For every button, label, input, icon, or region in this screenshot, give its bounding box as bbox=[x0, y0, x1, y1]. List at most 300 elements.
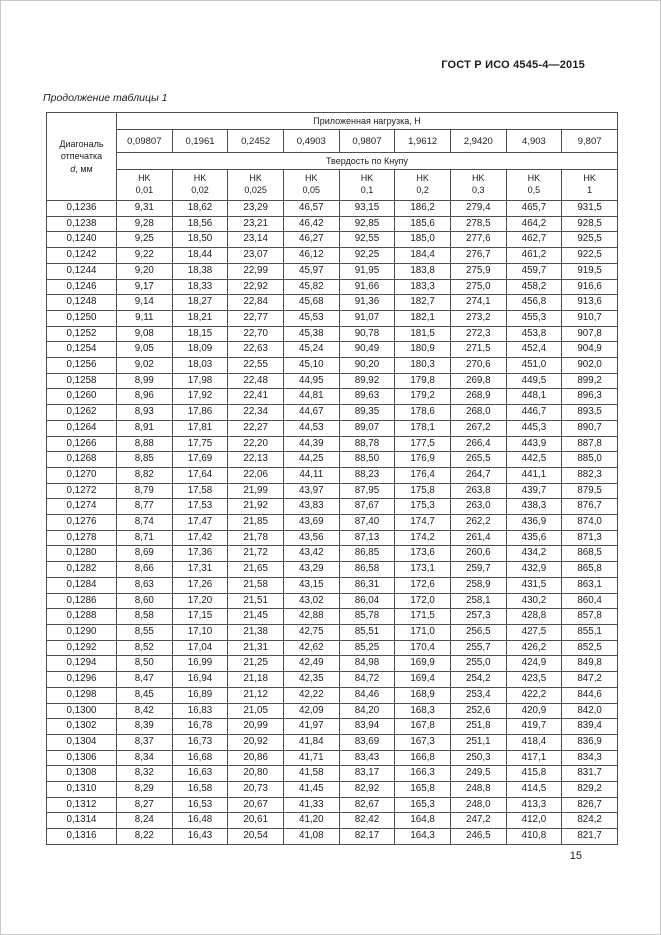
hardness-value: 456,8 bbox=[506, 295, 562, 311]
hardness-value: 16,48 bbox=[172, 813, 228, 829]
hardness-value: 8,74 bbox=[117, 515, 173, 531]
hardness-value: 175,8 bbox=[395, 483, 451, 499]
diagonal-header-line3 bbox=[47, 163, 116, 176]
hardness-value: 21,25 bbox=[228, 656, 284, 672]
hardness-value: 448,1 bbox=[506, 389, 562, 405]
hardness-value: 90,49 bbox=[339, 342, 395, 358]
hardness-value: 831,7 bbox=[562, 766, 618, 782]
hardness-value: 83,69 bbox=[339, 734, 395, 750]
hardness-value: 461,2 bbox=[506, 248, 562, 264]
hardness-value: 896,3 bbox=[562, 389, 618, 405]
diagonal-value: 0,1256 bbox=[47, 358, 117, 374]
hardness-value: 275,9 bbox=[450, 263, 506, 279]
hardness-value: 464,2 bbox=[506, 216, 562, 232]
hardness-value: 180,3 bbox=[395, 358, 451, 374]
hardness-value: 255,7 bbox=[450, 640, 506, 656]
hardness-value: 18,56 bbox=[172, 216, 228, 232]
hardness-value: 41,97 bbox=[283, 719, 339, 735]
hardness-value: 89,07 bbox=[339, 420, 395, 436]
hk-scale-header bbox=[228, 170, 284, 201]
diagonal-value: 0,1298 bbox=[47, 687, 117, 703]
hardness-value: 18,62 bbox=[172, 201, 228, 217]
hardness-value: 89,63 bbox=[339, 389, 395, 405]
hardness-value: 432,9 bbox=[506, 562, 562, 578]
hardness-value: 169,9 bbox=[395, 656, 451, 672]
diagonal-value: 0,1250 bbox=[47, 310, 117, 326]
hk-scale-symbol: HK bbox=[249, 173, 262, 184]
hardness-value: 179,8 bbox=[395, 373, 451, 389]
hardness-header-row bbox=[47, 153, 618, 170]
hardness-value: 420,9 bbox=[506, 703, 562, 719]
hardness-value: 902,0 bbox=[562, 358, 618, 374]
hardness-value: 8,88 bbox=[117, 436, 173, 452]
hardness-value: 22,20 bbox=[228, 436, 284, 452]
hardness-value: 45,82 bbox=[283, 279, 339, 295]
hardness-value: 41,20 bbox=[283, 813, 339, 829]
hardness-value: 22,41 bbox=[228, 389, 284, 405]
table-row bbox=[47, 687, 618, 703]
hardness-value: 18,44 bbox=[172, 248, 228, 264]
hardness-value: 21,38 bbox=[228, 624, 284, 640]
hardness-value: 268,0 bbox=[450, 405, 506, 421]
diagonal-value: 0,1306 bbox=[47, 750, 117, 766]
hardness-value: 87,40 bbox=[339, 515, 395, 531]
hardness-value: 93,15 bbox=[339, 201, 395, 217]
diagonal-value: 0,1282 bbox=[47, 562, 117, 578]
table-row bbox=[47, 530, 618, 546]
hardness-value: 185,6 bbox=[395, 216, 451, 232]
hk-scale-symbol: HK bbox=[416, 173, 429, 184]
hk-labels-row bbox=[47, 170, 618, 201]
table-header bbox=[47, 113, 618, 201]
hardness-value: 46,12 bbox=[283, 248, 339, 264]
hardness-value: 22,55 bbox=[228, 358, 284, 374]
table-row bbox=[47, 405, 618, 421]
hardness-value: 863,1 bbox=[562, 577, 618, 593]
hardness-value: 181,5 bbox=[395, 326, 451, 342]
hardness-value: 18,50 bbox=[172, 232, 228, 248]
hardness-value: 8,55 bbox=[117, 624, 173, 640]
hardness-value: 17,20 bbox=[172, 593, 228, 609]
hardness-value: 418,4 bbox=[506, 734, 562, 750]
hardness-value: 23,21 bbox=[228, 216, 284, 232]
hardness-value: 87,13 bbox=[339, 530, 395, 546]
doc-title: ГОСТ Р ИСО 4545-4—2015 bbox=[441, 59, 585, 71]
diagonal-header-line2: отпечатка bbox=[60, 151, 103, 162]
hardness-value: 8,39 bbox=[117, 719, 173, 735]
hardness-value: 246,5 bbox=[450, 829, 506, 845]
hardness-value: 84,72 bbox=[339, 672, 395, 688]
hk-scale-symbol: HK bbox=[305, 173, 318, 184]
hardness-value: 17,31 bbox=[172, 562, 228, 578]
hardness-value: 426,2 bbox=[506, 640, 562, 656]
hk-scale-header bbox=[117, 170, 173, 201]
hardness-value: 16,94 bbox=[172, 672, 228, 688]
hardness-value: 84,98 bbox=[339, 656, 395, 672]
table-row bbox=[47, 263, 618, 279]
hardness-value: 17,04 bbox=[172, 640, 228, 656]
hardness-value: 419,7 bbox=[506, 719, 562, 735]
hardness-value: 21,78 bbox=[228, 530, 284, 546]
hardness-value: 438,3 bbox=[506, 499, 562, 515]
hardness-value: 21,65 bbox=[228, 562, 284, 578]
hardness-value: 89,35 bbox=[339, 405, 395, 421]
hardness-value: 931,5 bbox=[562, 201, 618, 217]
hardness-value: 86,31 bbox=[339, 577, 395, 593]
hardness-value: 263,8 bbox=[450, 483, 506, 499]
hardness-value: 46,27 bbox=[283, 232, 339, 248]
table-row bbox=[47, 216, 618, 232]
hardness-value: 172,6 bbox=[395, 577, 451, 593]
hardness-value: 20,61 bbox=[228, 813, 284, 829]
table-row bbox=[47, 782, 618, 798]
table-row bbox=[47, 672, 618, 688]
hardness-value: 178,6 bbox=[395, 405, 451, 421]
hardness-value: 41,71 bbox=[283, 750, 339, 766]
hardness-value: 919,5 bbox=[562, 263, 618, 279]
hardness-value: 462,7 bbox=[506, 232, 562, 248]
hk-scale-symbol: HK bbox=[193, 173, 207, 184]
hk-scale-symbol: HK bbox=[360, 173, 374, 184]
hardness-value: 44,81 bbox=[283, 389, 339, 405]
hardness-value: 17,92 bbox=[172, 389, 228, 405]
hardness-value: 16,63 bbox=[172, 766, 228, 782]
hardness-value: 415,8 bbox=[506, 766, 562, 782]
hk-scale-load: 0,2 bbox=[416, 185, 429, 195]
hardness-value: 916,6 bbox=[562, 279, 618, 295]
load-value: 0,2452 bbox=[228, 130, 284, 153]
hk-scale-load: 0,01 bbox=[135, 185, 154, 195]
hardness-value: 22,84 bbox=[228, 295, 284, 311]
hardness-value: 44,95 bbox=[283, 373, 339, 389]
load-values-row bbox=[47, 130, 618, 153]
load-value: 9,807 bbox=[562, 130, 618, 153]
diagonal-value: 0,1300 bbox=[47, 703, 117, 719]
hardness-value: 86,85 bbox=[339, 546, 395, 562]
hardness-value: 9,31 bbox=[117, 201, 173, 217]
hardness-value: 42,09 bbox=[283, 703, 339, 719]
hardness-value: 20,54 bbox=[228, 829, 284, 845]
hardness-value: 179,2 bbox=[395, 389, 451, 405]
hardness-value: 83,17 bbox=[339, 766, 395, 782]
hardness-value: 18,33 bbox=[172, 279, 228, 295]
hardness-value: 8,82 bbox=[117, 467, 173, 483]
table-row bbox=[47, 546, 618, 562]
hardness-value: 42,62 bbox=[283, 640, 339, 656]
hardness-value: 8,24 bbox=[117, 813, 173, 829]
hardness-value: 44,67 bbox=[283, 405, 339, 421]
diagonal-value: 0,1304 bbox=[47, 734, 117, 750]
hardness-value: 21,45 bbox=[228, 609, 284, 625]
hardness-value: 8,27 bbox=[117, 797, 173, 813]
hardness-value: 434,2 bbox=[506, 546, 562, 562]
hardness-value: 82,42 bbox=[339, 813, 395, 829]
hardness-value: 279,4 bbox=[450, 201, 506, 217]
table-row bbox=[47, 358, 618, 374]
hardness-value: 253,4 bbox=[450, 687, 506, 703]
hardness-value: 21,31 bbox=[228, 640, 284, 656]
hardness-value: 248,0 bbox=[450, 797, 506, 813]
hardness-value: 435,6 bbox=[506, 530, 562, 546]
hardness-value: 45,24 bbox=[283, 342, 339, 358]
hardness-value: 41,33 bbox=[283, 797, 339, 813]
hardness-value: 166,8 bbox=[395, 750, 451, 766]
hardness-value: 41,84 bbox=[283, 734, 339, 750]
hardness-value: 9,28 bbox=[117, 216, 173, 232]
hardness-value: 20,99 bbox=[228, 719, 284, 735]
hardness-value: 86,04 bbox=[339, 593, 395, 609]
diagonal-value: 0,1236 bbox=[47, 201, 117, 217]
hardness-value: 8,22 bbox=[117, 829, 173, 845]
hardness-value: 23,14 bbox=[228, 232, 284, 248]
hardness-value: 855,1 bbox=[562, 624, 618, 640]
hardness-value: 260,6 bbox=[450, 546, 506, 562]
diagonal-value: 0,1244 bbox=[47, 263, 117, 279]
hardness-value: 91,95 bbox=[339, 263, 395, 279]
hardness-value: 865,8 bbox=[562, 562, 618, 578]
table-row bbox=[47, 342, 618, 358]
hardness-value: 871,3 bbox=[562, 530, 618, 546]
hardness-value: 252,6 bbox=[450, 703, 506, 719]
hardness-value: 249,5 bbox=[450, 766, 506, 782]
hardness-value: 22,34 bbox=[228, 405, 284, 421]
hardness-value: 16,78 bbox=[172, 719, 228, 735]
hardness-value: 8,37 bbox=[117, 734, 173, 750]
hardness-value: 874,0 bbox=[562, 515, 618, 531]
hardness-value: 17,47 bbox=[172, 515, 228, 531]
hardness-value: 17,36 bbox=[172, 546, 228, 562]
diagonal-value: 0,1274 bbox=[47, 499, 117, 515]
diagonal-value: 0,1312 bbox=[47, 797, 117, 813]
hk-scale-load: 0,02 bbox=[191, 185, 209, 195]
hardness-value: 9,25 bbox=[117, 232, 173, 248]
hardness-value: 868,5 bbox=[562, 546, 618, 562]
hardness-value: 893,5 bbox=[562, 405, 618, 421]
diagonal-value: 0,1284 bbox=[47, 577, 117, 593]
hardness-value: 178,1 bbox=[395, 420, 451, 436]
diagonal-value: 0,1242 bbox=[47, 248, 117, 264]
hardness-value: 43,42 bbox=[283, 546, 339, 562]
table-row bbox=[47, 420, 618, 436]
table-row bbox=[47, 515, 618, 531]
hardness-value: 821,7 bbox=[562, 829, 618, 845]
hardness-value: 882,3 bbox=[562, 467, 618, 483]
hardness-value: 84,20 bbox=[339, 703, 395, 719]
hardness-value: 88,50 bbox=[339, 452, 395, 468]
hardness-value: 272,3 bbox=[450, 326, 506, 342]
table-row bbox=[47, 719, 618, 735]
hardness-value: 922,5 bbox=[562, 248, 618, 264]
hardness-value: 185,0 bbox=[395, 232, 451, 248]
hardness-value: 430,2 bbox=[506, 593, 562, 609]
hardness-value: 414,5 bbox=[506, 782, 562, 798]
hardness-value: 8,63 bbox=[117, 577, 173, 593]
hardness-value: 43,29 bbox=[283, 562, 339, 578]
hardness-value: 21,18 bbox=[228, 672, 284, 688]
hardness-value: 275,0 bbox=[450, 279, 506, 295]
hardness-value: 465,7 bbox=[506, 201, 562, 217]
hardness-value: 16,89 bbox=[172, 687, 228, 703]
hardness-value: 82,67 bbox=[339, 797, 395, 813]
hardness-value: 860,4 bbox=[562, 593, 618, 609]
table-row bbox=[47, 326, 618, 342]
hardness-value: 83,43 bbox=[339, 750, 395, 766]
hardness-value: 453,8 bbox=[506, 326, 562, 342]
hardness-value: 45,53 bbox=[283, 310, 339, 326]
hardness-value: 23,07 bbox=[228, 248, 284, 264]
table-body bbox=[47, 201, 618, 845]
hardness-value: 42,49 bbox=[283, 656, 339, 672]
hardness-value: 829,2 bbox=[562, 782, 618, 798]
hardness-value: 42,75 bbox=[283, 624, 339, 640]
hardness-value: 172,0 bbox=[395, 593, 451, 609]
hardness-value: 16,99 bbox=[172, 656, 228, 672]
table-row bbox=[47, 703, 618, 719]
hardness-value: 8,96 bbox=[117, 389, 173, 405]
hardness-value: 258,9 bbox=[450, 577, 506, 593]
hardness-value: 168,3 bbox=[395, 703, 451, 719]
hardness-value: 171,5 bbox=[395, 609, 451, 625]
hardness-value: 174,7 bbox=[395, 515, 451, 531]
hardness-value: 410,8 bbox=[506, 829, 562, 845]
hardness-value: 834,3 bbox=[562, 750, 618, 766]
hardness-value: 21,51 bbox=[228, 593, 284, 609]
hardness-value: 9,02 bbox=[117, 358, 173, 374]
diagonal-value: 0,1290 bbox=[47, 624, 117, 640]
hardness-value: 44,11 bbox=[283, 467, 339, 483]
table-row bbox=[47, 577, 618, 593]
hardness-value: 256,5 bbox=[450, 624, 506, 640]
diagonal-value: 0,1268 bbox=[47, 452, 117, 468]
hardness-value: 182,1 bbox=[395, 310, 451, 326]
hardness-value: 8,60 bbox=[117, 593, 173, 609]
diagonal-value: 0,1252 bbox=[47, 326, 117, 342]
hardness-value: 250,3 bbox=[450, 750, 506, 766]
hardness-value: 455,3 bbox=[506, 310, 562, 326]
hardness-value: 41,58 bbox=[283, 766, 339, 782]
table-row bbox=[47, 436, 618, 452]
diagonal-value: 0,1296 bbox=[47, 672, 117, 688]
table-row bbox=[47, 766, 618, 782]
hardness-value: 17,69 bbox=[172, 452, 228, 468]
hardness-value: 91,07 bbox=[339, 310, 395, 326]
hardness-value: 17,86 bbox=[172, 405, 228, 421]
hardness-value: 43,97 bbox=[283, 483, 339, 499]
table-row bbox=[47, 310, 618, 326]
hardness-value: 45,10 bbox=[283, 358, 339, 374]
diagonal-header-line1: Диагональ bbox=[59, 138, 104, 149]
hardness-value: 8,69 bbox=[117, 546, 173, 562]
hardness-value: 423,5 bbox=[506, 672, 562, 688]
hardness-value: 180,9 bbox=[395, 342, 451, 358]
hardness-value: 42,35 bbox=[283, 672, 339, 688]
diagonal-value: 0,1280 bbox=[47, 546, 117, 562]
table-row bbox=[47, 829, 618, 845]
diagonal-value: 0,1238 bbox=[47, 216, 117, 232]
hardness-value: 183,3 bbox=[395, 279, 451, 295]
hardness-value: 20,92 bbox=[228, 734, 284, 750]
diagonal-value: 0,1294 bbox=[47, 656, 117, 672]
hardness-value: 20,80 bbox=[228, 766, 284, 782]
hardness-value: 8,29 bbox=[117, 782, 173, 798]
hardness-value: 22,77 bbox=[228, 310, 284, 326]
hardness-value: 439,7 bbox=[506, 483, 562, 499]
hardness-value: 45,38 bbox=[283, 326, 339, 342]
table-row bbox=[47, 295, 618, 311]
hardness-value: 9,22 bbox=[117, 248, 173, 264]
hardness-value: 276,7 bbox=[450, 248, 506, 264]
hardness-value: 168,9 bbox=[395, 687, 451, 703]
hardness-value: 22,92 bbox=[228, 279, 284, 295]
hardness-value: 9,11 bbox=[117, 310, 173, 326]
hardness-value: 43,15 bbox=[283, 577, 339, 593]
hardness-value: 452,4 bbox=[506, 342, 562, 358]
hardness-value: 8,85 bbox=[117, 452, 173, 468]
hardness-value: 20,73 bbox=[228, 782, 284, 798]
diagonal-value: 0,1276 bbox=[47, 515, 117, 531]
hk-scale-load: 0,3 bbox=[472, 185, 485, 195]
hardness-value: 259,7 bbox=[450, 562, 506, 578]
table-row bbox=[47, 499, 618, 515]
hardness-value: 885,0 bbox=[562, 452, 618, 468]
hardness-value: 20,86 bbox=[228, 750, 284, 766]
load-value: 0,4903 bbox=[283, 130, 339, 153]
hardness-value: 413,3 bbox=[506, 797, 562, 813]
table-row bbox=[47, 248, 618, 264]
hk-scale-load: 0,025 bbox=[244, 185, 267, 195]
hardness-value: 907,8 bbox=[562, 326, 618, 342]
hardness-value: 87,95 bbox=[339, 483, 395, 499]
hk-scale-load: 0,05 bbox=[302, 185, 321, 195]
hardness-value: 264,7 bbox=[450, 467, 506, 483]
hardness-value: 251,1 bbox=[450, 734, 506, 750]
hardness-value: 8,58 bbox=[117, 609, 173, 625]
hardness-value: 18,09 bbox=[172, 342, 228, 358]
table-row bbox=[47, 624, 618, 640]
hk-scale-header bbox=[283, 170, 339, 201]
table-row bbox=[47, 232, 618, 248]
hardness-value: 852,5 bbox=[562, 640, 618, 656]
hk-scale-header bbox=[562, 170, 618, 201]
hardness-value: 21,58 bbox=[228, 577, 284, 593]
hardness-value: 165,3 bbox=[395, 797, 451, 813]
diagonal-value: 0,1278 bbox=[47, 530, 117, 546]
hk-scale-header bbox=[506, 170, 562, 201]
hardness-value: 849,8 bbox=[562, 656, 618, 672]
hardness-value: 8,93 bbox=[117, 405, 173, 421]
hardness-value: 248,8 bbox=[450, 782, 506, 798]
hardness-value: 436,9 bbox=[506, 515, 562, 531]
diagonal-symbol: d bbox=[70, 163, 76, 174]
hardness-value: 263,0 bbox=[450, 499, 506, 515]
hardness-value: 844,6 bbox=[562, 687, 618, 703]
hardness-value: 271,5 bbox=[450, 342, 506, 358]
hardness-value: 22,63 bbox=[228, 342, 284, 358]
hardness-value: 8,91 bbox=[117, 420, 173, 436]
hardness-value: 9,17 bbox=[117, 279, 173, 295]
hardness-value: 173,6 bbox=[395, 546, 451, 562]
hardness-value: 8,50 bbox=[117, 656, 173, 672]
load-value: 0,1961 bbox=[172, 130, 228, 153]
hardness-value: 270,6 bbox=[450, 358, 506, 374]
hardness-value: 824,2 bbox=[562, 813, 618, 829]
hardness-value: 90,20 bbox=[339, 358, 395, 374]
hardness-value: 85,51 bbox=[339, 624, 395, 640]
hardness-value: 45,97 bbox=[283, 263, 339, 279]
diagonal-value: 0,1266 bbox=[47, 436, 117, 452]
hardness-value: 176,9 bbox=[395, 452, 451, 468]
diagonal-value: 0,1302 bbox=[47, 719, 117, 735]
